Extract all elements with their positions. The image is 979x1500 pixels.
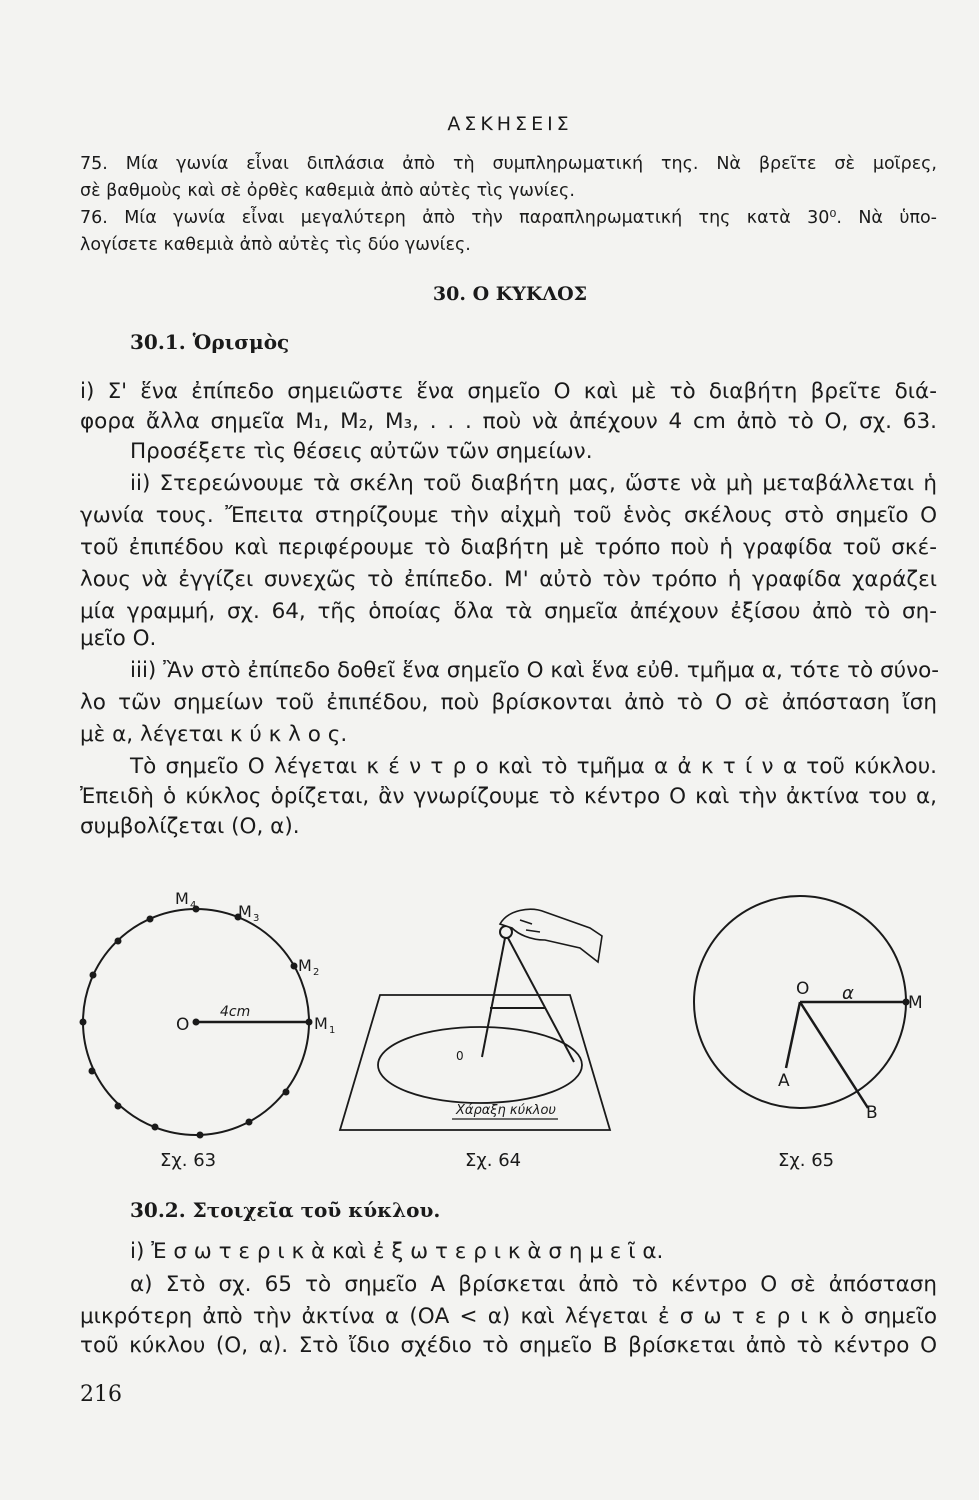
body-line-3: Προσέξετε τὶς θέσεις αὐτῶν τῶν σημείων. (130, 439, 593, 464)
fig65-segment-OB (800, 1002, 868, 1108)
figure-63-circle-points (60, 880, 360, 1140)
exercise-75-line-1: 75. Μία γωνία εἶναι διπλάσια ἀπὸ τὴ συμπληρωματική της. Νὰ βρεῖτε σὲ μοῖρες, (80, 154, 937, 174)
figure-65-circle-radius (690, 890, 940, 1140)
fig64-label-O: 0 (456, 1049, 464, 1063)
section-2-line-4: τοῦ κύκλου (Ο, α). Στὸ ἴδιο σχέδιο τὸ σημεῖο Β βρίσκεται ἀπὸ τὸ κέντρο Ο (80, 1333, 937, 1358)
body-line-12: μὲ α, λέγεται κ ύ κ λ ο ς. (80, 722, 348, 747)
fig63-sub-M1: 1 (329, 1025, 336, 1036)
fig63-label-radius: 4cm (220, 1004, 251, 1020)
fig64-hand (500, 909, 602, 962)
exercise-76-line-2: λογίσετε καθεμιὰ ἀπὸ αὐτὲς τὶς δύο γωνίες. (80, 235, 471, 255)
fig63-sub-M4: 4 (190, 900, 197, 911)
fig63-center-point (193, 1019, 200, 1026)
fig65-label-a: α (842, 983, 854, 1004)
section-2-line-2: α) Στὸ σχ. 65 τὸ σημεῖο Α βρίσκεται ἀπὸ τὸ κέντρο Ο σὲ ἀπόσταση (130, 1272, 937, 1297)
fig63-label-M2: M (298, 956, 312, 975)
exercises-heading: ΑΣΚΗΣΕΙΣ (447, 113, 573, 135)
fig64-trace-label: Χάραξη κύκλου (456, 1103, 556, 1118)
section-1-title: 30.1. Ὁρισμὸς (130, 330, 290, 354)
figure-64-caption: Σχ. 64 (465, 1150, 522, 1171)
body-line-8: μία γραμμή, σχ. 64, τῆς ὁποίας ὅλα τὰ σημεῖα ἀπέχουν ἐξίσου ἀπὸ τὸ ση- (80, 599, 937, 624)
fig65-label-M: M (908, 993, 923, 1013)
chapter-title: 30. Ο ΚΥΚΛΟΣ (432, 283, 588, 305)
fig65-segment-OA (786, 1002, 800, 1068)
body-line-7: λους νὰ ἐγγίζει συνεχῶς τὸ ἐπίπεδο. Μ' αὐτὸ τὸν τρόπο ἡ γραφίδα χαράζει (80, 567, 937, 592)
body-line-6: τοῦ ἐπιπέδου καὶ περιφέρουμε τὸ διαβήτη μὲ τρόπο ποὺ ἡ γραφίδα τοῦ σκέ- (80, 535, 937, 560)
fig64-ellipse (378, 1027, 582, 1103)
body-line-9: μεῖο Ο. (80, 626, 157, 651)
fig63-label-O: O (176, 1015, 190, 1035)
figure-64-compass-drawing (340, 900, 620, 1150)
fig63-sub-M2: 2 (313, 967, 320, 978)
page-number: 216 (80, 1382, 122, 1407)
exercise-76-line-1: 76. Μία γωνία εἶναι μεγαλύτερη ἀπὸ τὴν παραπληρωματική της κατὰ 30⁰. Νὰ ὑπο- (80, 208, 937, 228)
body-line-5: γωνία τους. Ἔπειτα στηρίζουμε τὴν αἰχμὴ τοῦ ἑνὸς σκέλους στὸ σημεῖο Ο (80, 503, 937, 528)
fig63-label-M4: M (175, 889, 189, 908)
fig63-sub-M3: 3 (253, 913, 260, 924)
section-2-title: 30.2. Στοιχεῖα τοῦ κύκλου. (130, 1198, 441, 1222)
fig65-label-B: B (866, 1103, 878, 1123)
body-line-4: ii) Στερεώνουμε τὰ σκέλη τοῦ διαβήτη μας, ὥστε νὰ μὴ μεταβάλλεται ἡ (130, 471, 937, 496)
figure-65-caption: Σχ. 65 (778, 1150, 835, 1171)
fig63-label-M1: M (314, 1014, 328, 1033)
exercise-75-line-2: σὲ βαθμοὺς καὶ σὲ ὀρθὲς καθεμιὰ ἀπὸ αὐτὲς τὶς γωνίες. (80, 181, 575, 201)
body-line-15: συμβολίζεται (Ο, α). (80, 814, 300, 839)
body-line-2: φορα ἄλλα σημεῖα M₁, M₂, M₃, . . . ποὺ νὰ ἀπέχουν 4 cm ἀπὸ τὸ Ο, σχ. 63. (80, 409, 937, 434)
section-2-line-3: μικρότερη ἀπὸ τὴν ἀκτίνα α (ΟΑ < α) καὶ λέγεται ἐ σ ω τ ε ρ ι κ ὸ σημεῖο (80, 1304, 937, 1329)
body-line-1: i) Σ' ἕνα ἐπίπεδο σημειῶστε ἕνα σημεῖο Ο καὶ μὲ τὸ διαβήτη βρεῖτε διά- (80, 379, 937, 404)
body-line-13: Τὸ σημεῖο Ο λέγεται κ έ ν τ ρ ο καὶ τὸ τμῆμα α ἀ κ τ ί ν α τοῦ κύκλου. (130, 754, 937, 779)
section-2-line-1: i) Ἐ σ ω τ ε ρ ι κ ὰ καὶ ἐ ξ ω τ ε ρ ι κ ὰ σ η μ ε ῖ α. (130, 1239, 664, 1264)
body-line-10: iii) Ἂν στὸ ἐπίπεδο δοθεῖ ἕνα σημεῖο Ο καὶ ἕνα εὐθ. τμῆμα α, τότε τὸ σύνο- (130, 658, 940, 683)
fig65-label-O: O (796, 979, 810, 999)
figure-63-caption: Σχ. 63 (160, 1150, 217, 1171)
body-line-14: Ἐπειδὴ ὁ κύκλος ὁρίζεται, ἂν γνωρίζουμε τὸ κέντρο Ο καὶ τὴν ἀκτίνα του α, (80, 784, 937, 809)
fig63-label-M3: M (238, 902, 252, 921)
fig65-label-A: A (778, 1071, 790, 1091)
body-line-11: λο τῶν σημείων τοῦ ἐπιπέδου, ποὺ βρίσκονται ἀπὸ τὸ Ο σὲ ἀπόσταση ἴση (80, 690, 937, 715)
